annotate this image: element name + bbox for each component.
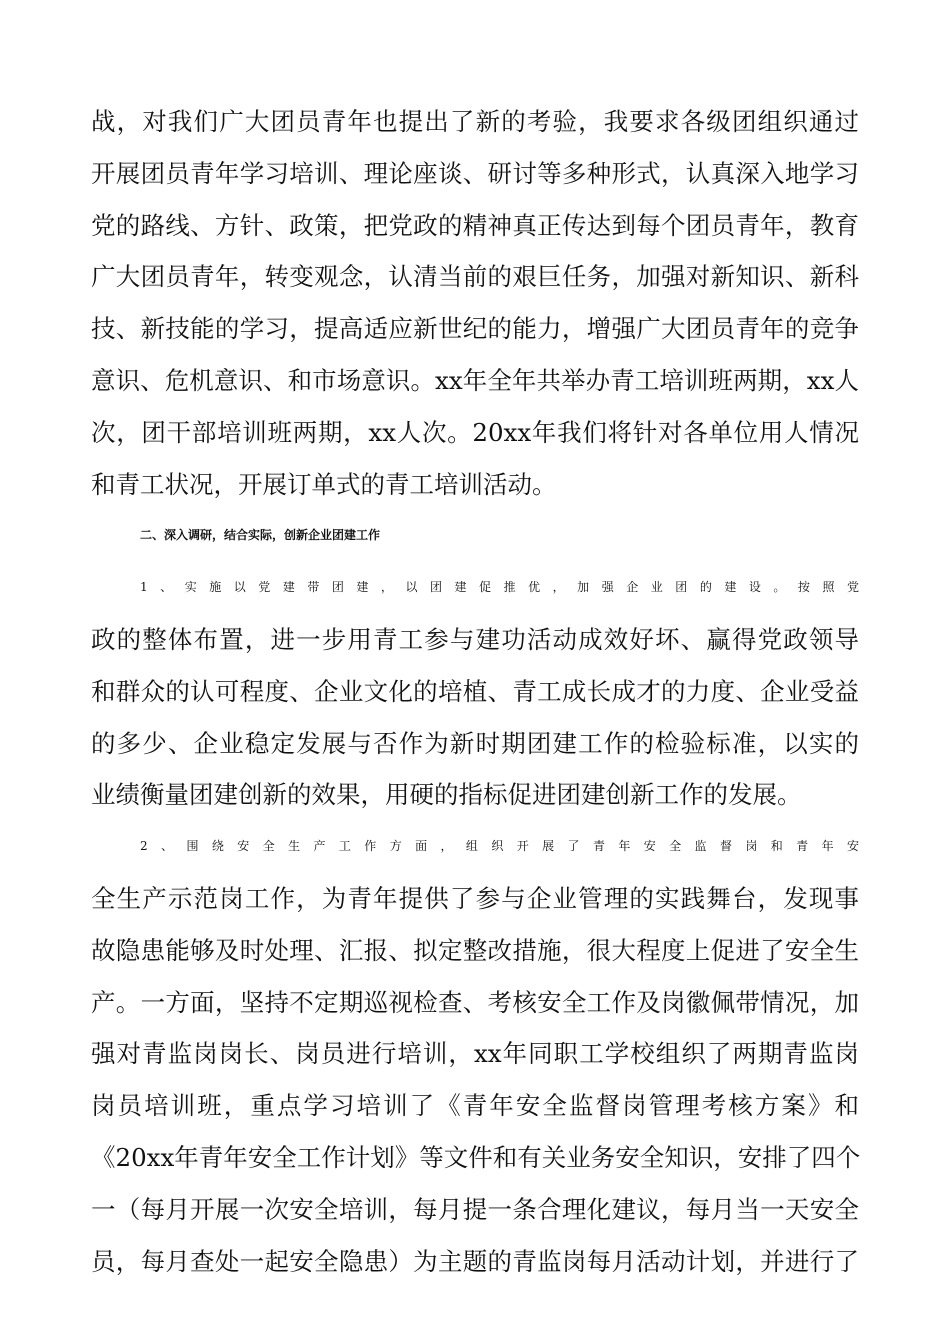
text-line: 政的整体布置，进一步用青工参与建功活动成效好坏、赢得党政领导 — [91, 624, 859, 654]
text-line: 的多少、企业稳定发展与否作为新时期团建工作的检验标准，以实的 — [91, 728, 859, 758]
text-line: 产。一方面，坚持不定期巡视检查、考核安全工作及岗徽佩带情况，加 — [91, 987, 859, 1017]
text-line: 意识、危机意识、和市场意识。xx年全年共举办青工培训班两期，xx人 — [91, 365, 859, 395]
text-line: 一（每月开展一次安全培训，每月提一条合理化建议，每月当一天安全 — [91, 1194, 859, 1224]
text-line: 技、新技能的学习，提高适应新世纪的能力，增强广大团员青年的竞争 — [91, 314, 859, 344]
text-line: 战，对我们广大团员青年也提出了新的考验，我要求各级团组织通过 — [91, 107, 859, 136]
text-line: 党的路线、方针、政策，把党政的精神真正传达到每个团员青年，教育 — [91, 210, 859, 240]
document-body — [91, 96, 859, 1287]
text-line: 广大团员青年，转变观念，认清当前的艰巨任务，加强对新知识、新科 — [91, 262, 859, 292]
text-line: 《20xx年青年安全工作计划》等文件和有关业务安全知识，安排了四个 — [91, 1142, 861, 1172]
text-line: 业绩衡量团建创新的效果，用硬的指标促进团建创新工作的发展。 — [91, 780, 802, 810]
text-line: 岗员培训班，重点学习培训了《青年安全监督岗管理考核方案》和 — [91, 1091, 859, 1121]
text-line: 开展团员青年学习培训、理论座谈、研讨等多种形式，认真深入地学习 — [91, 158, 859, 188]
text-line: 次，团干部培训班两期，xx人次。20xx年我们将针对各单位用人情况 — [91, 417, 859, 447]
text-line: 员，每月查处一起安全隐患）为主题的青监岗每月活动计划，并进行了 — [91, 1246, 859, 1276]
text-line: 全生产示范岗工作，为青年提供了参与企业管理的实践舞台，发现事 — [91, 883, 859, 913]
text-line: 和青工状况，开展订单式的青工培训活动。 — [91, 469, 557, 499]
text-line: 2、围绕安全生产工作方面，组织开展了青年安全监督岗和青年安 — [140, 839, 859, 854]
text-line: 和群众的认可程度、企业文化的培植、青工成长成才的力度、企业受益 — [91, 676, 859, 706]
text-line: 故隐患能够及时处理、汇报、拟定整改措施，很大程度上促进了安全生 — [91, 935, 859, 965]
section-heading: 二、深入调研，结合实际，创新企业团建工作 — [140, 528, 381, 543]
text-line: 强对青监岗岗长、岗员进行培训，xx年同职工学校组织了两期青监岗 — [91, 1039, 859, 1069]
text-line: 1、实施以党建带团建，以团建促推优，加强企业团的建设。按照党 — [140, 580, 859, 595]
